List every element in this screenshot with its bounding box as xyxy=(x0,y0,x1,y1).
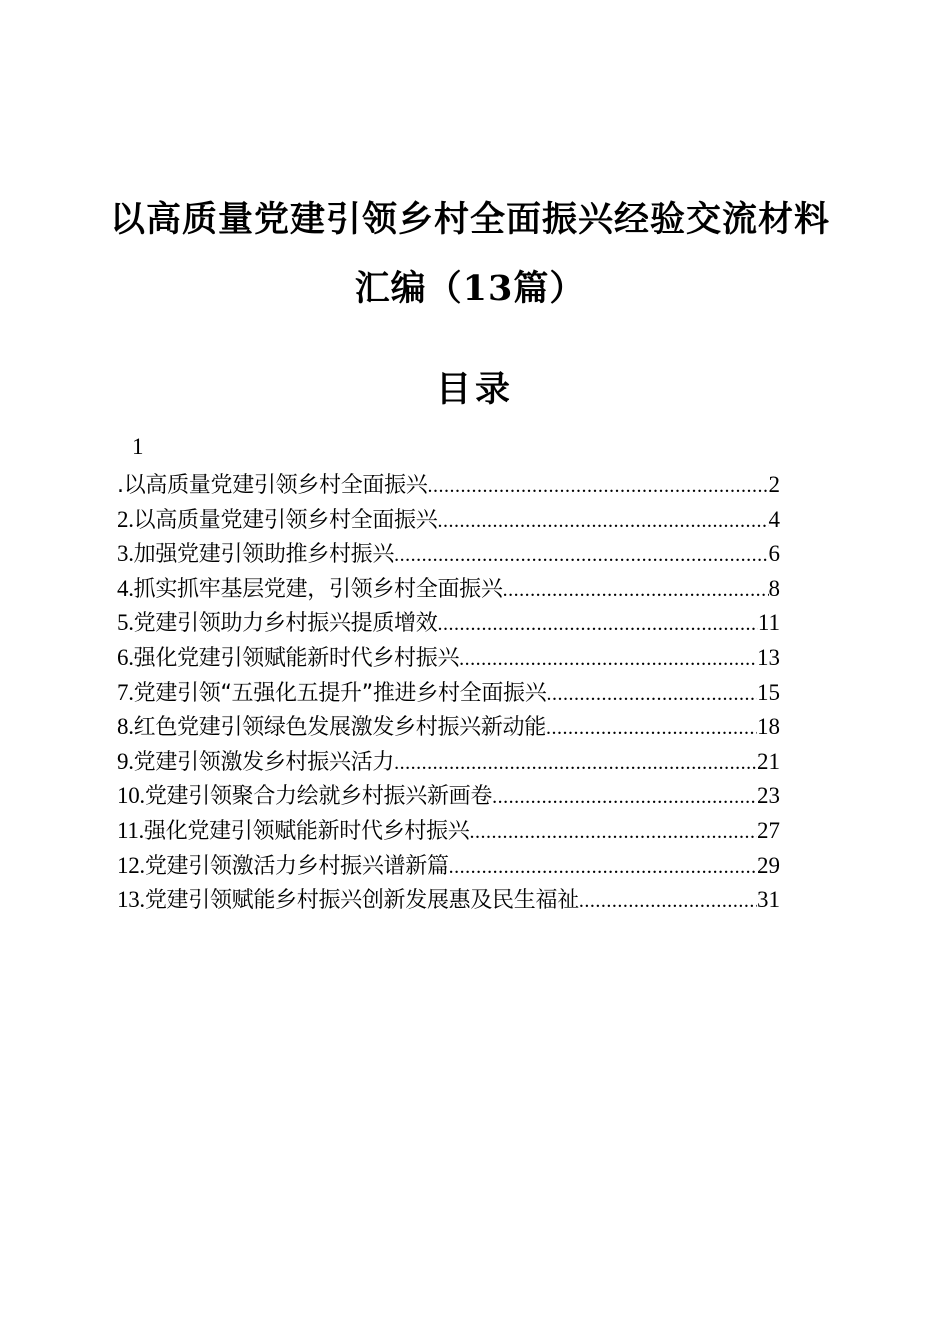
table-of-contents xyxy=(117,468,780,918)
toc-orphan-number: 1 xyxy=(132,434,144,459)
toc-dot-leader xyxy=(428,469,769,503)
toc-dot-leader xyxy=(579,884,757,918)
toc-entry-number: 10. xyxy=(117,783,145,809)
toc-entry-1[interactable] xyxy=(117,468,780,503)
toc-entry-page: 31 xyxy=(757,887,780,913)
toc-heading: 目录 xyxy=(435,369,514,410)
toc-entry-number: 5. xyxy=(117,610,134,636)
toc-entry-7[interactable] xyxy=(117,676,780,711)
toc-entry-title: 加强党建引领助推乡村振兴 xyxy=(133,542,395,568)
toc-entry-number: 13. xyxy=(117,887,145,913)
toc-entry-title: .以高质量党建引领乡村全面振兴 xyxy=(117,473,428,498)
toc-dot-leader xyxy=(437,607,757,641)
toc-entry-number: 11. xyxy=(117,817,144,843)
toc-entry-3[interactable] xyxy=(117,537,780,572)
toc-entry-2[interactable] xyxy=(117,503,780,538)
toc-dot-leader xyxy=(546,677,757,711)
toc-entry-number: 4. xyxy=(117,575,134,601)
document-title-line-1: 以高质量党建引领乡村全面振兴经验交流材料 xyxy=(109,199,830,240)
toc-entry-12[interactable] xyxy=(117,849,780,884)
toc-dot-leader xyxy=(546,711,757,745)
toc-entry-page: 11 xyxy=(757,610,780,636)
toc-entry-13[interactable] xyxy=(117,883,780,918)
toc-entry-8[interactable] xyxy=(117,710,780,745)
toc-entry-title: 党建引领赋能乡村振兴创新发展惠及民生福祉 xyxy=(144,888,579,914)
toc-entry-number: 9. xyxy=(117,748,134,774)
toc-entry-5[interactable] xyxy=(117,606,780,641)
toc-dot-leader xyxy=(503,573,769,607)
toc-entry-title: 红色党建引领绿色发展激发乡村振兴新动能 xyxy=(133,715,546,741)
toc-entry-title: 党建引领“五强化五提升”推进乡村全面振兴 xyxy=(133,680,547,706)
toc-entry-page: 13 xyxy=(757,644,780,670)
toc-entry-title: 抓实抓牢基层党建，引领乡村全面振兴 xyxy=(133,576,503,602)
toc-dot-leader xyxy=(394,538,768,572)
toc-dot-leader xyxy=(394,746,757,780)
toc-entry-page: 15 xyxy=(757,679,780,705)
toc-dot-leader xyxy=(437,504,768,538)
toc-entry-4[interactable] xyxy=(117,572,780,607)
toc-entry-title: 强化党建引领赋能新时代乡村振兴 xyxy=(133,645,460,671)
toc-entry-title: 强化党建引领赋能新时代乡村振兴 xyxy=(144,818,470,844)
toc-entry-page: 18 xyxy=(757,714,780,740)
toc-entry-10[interactable] xyxy=(117,779,780,814)
toc-dot-leader xyxy=(492,780,757,814)
toc-entry-number: 6. xyxy=(117,644,134,670)
toc-entry-page: 2 xyxy=(768,472,780,497)
toc-entry-page: 4 xyxy=(768,506,780,532)
toc-entry-number: 8. xyxy=(117,714,134,740)
toc-entry-number: 2. xyxy=(117,506,134,532)
toc-entry-number: 12. xyxy=(117,852,145,878)
toc-entry-page: 8 xyxy=(768,575,780,601)
document-title-line-2: 汇编（13篇） xyxy=(354,268,586,309)
toc-entry-page: 23 xyxy=(757,783,780,809)
toc-entry-number: 7. xyxy=(117,679,134,705)
toc-entry-page: 21 xyxy=(757,748,780,774)
toc-entry-page: 29 xyxy=(757,852,780,878)
toc-entry-number: 3. xyxy=(117,541,134,567)
toc-entry-title: 党建引领聚合力绘就乡村振兴新画卷 xyxy=(144,784,493,810)
toc-entry-11[interactable] xyxy=(117,814,780,849)
toc-entry-6[interactable] xyxy=(117,641,780,676)
toc-dot-leader xyxy=(459,642,757,676)
toc-entry-page: 6 xyxy=(768,541,780,567)
toc-dot-leader xyxy=(449,850,757,884)
toc-entry-title: 党建引领激活力乡村振兴谱新篇 xyxy=(144,853,449,879)
toc-dot-leader xyxy=(470,815,757,849)
toc-entry-9[interactable] xyxy=(117,745,780,780)
toc-entry-page: 27 xyxy=(757,817,780,843)
toc-entry-title: 党建引领激发乡村振兴活力 xyxy=(133,749,395,775)
toc-entry-title: 以高质量党建引领乡村全面振兴 xyxy=(133,507,438,533)
toc-entry-title: 党建引领助力乡村振兴提质增效 xyxy=(133,611,438,637)
